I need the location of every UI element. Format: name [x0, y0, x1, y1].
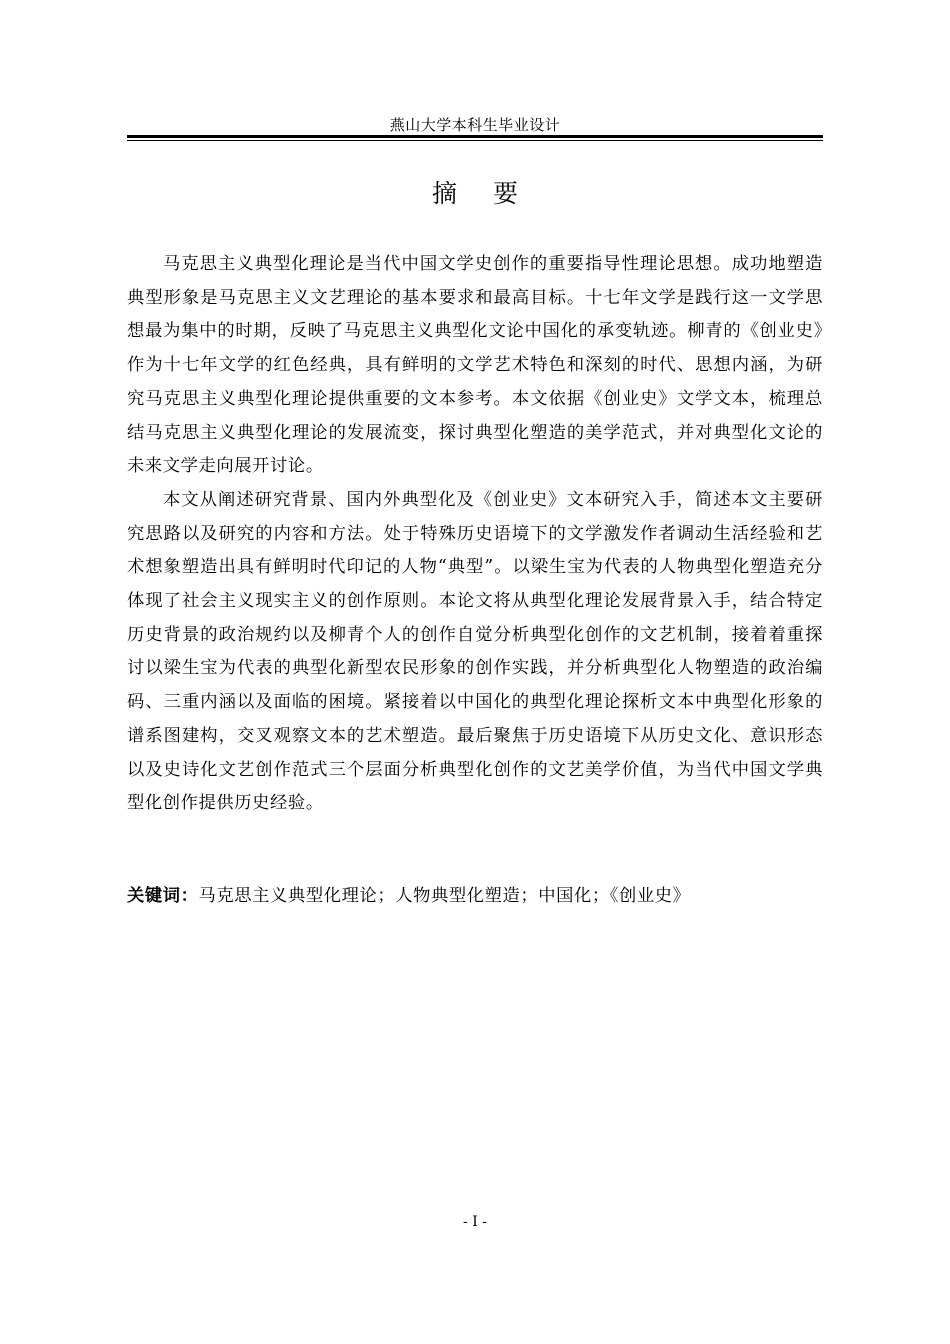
abstract-body — [127, 248, 823, 821]
keywords-value: 马克思主义典型化理论；人物典型化塑造；中国化；《创业史》 — [198, 886, 691, 906]
page-number: - I - — [463, 1214, 487, 1230]
page-header: 燕山大学本科生毕业设计 — [389, 116, 561, 134]
header-rule-thick — [127, 135, 823, 138]
header-rule-thin — [127, 140, 823, 141]
abstract-paragraph-2: 本文从阐述研究背景、国内外典型化及《创业史》文本研究入手，简述本文主要研究思路以及研究的内容和方法。处于特殊历史语境下的文学激发作者调动生活经验和艺术想象塑造出具有鲜明时代印记的人物“典型”。以梁生宝为代表的人物典型化塑造充分体现了社会主义现实主义的创作原则。本论文将从典型化理论发展背景入手，结合特定历史背景的政治规约以及柳青个人的创作自觉分析典型化创作的文艺机制，接着着重探讨以梁生宝为代表的典型化新型农民形象的创作实践，并分析典型化人物塑造的政治编码、三重内涵以及面临的困境。紧接着以中国化的典型化理论探析文本中典型化形象的谱系图建构，交叉观察文本的艺术塑造。最后聚焦于历史语境下从历史文化、意识形态以及史诗化文艺创作范式三个层面分析典型化创作的文艺美学价值，为当代中国文学典型化创作提供历史经验。 — [127, 489, 823, 814]
abstract-title: 摘 要 — [432, 179, 532, 208]
abstract-paragraph-1: 马克思主义典型化理论是当代中国文学史创作的重要指导性理论思想。成功地塑造典型形象是马克思主义文艺理论的基本要求和最高目标。十七年文学是践行这一文学思想最为集中的时期，反映了马克思主义典型化文论中国化的承变轨迹。柳青的《创业史》作为十七年文学的红色经典，具有鲜明的文学艺术特色和深刻的时代、思想内涵，为研究马克思主义典型化理论提供重要的文本参考。本文依据《创业史》文学文本，梳理总结马克思主义典型化理论的发展流变，探讨典型化塑造的美学范式，并对典型化文论的未来文学走向展开讨论。 — [127, 254, 823, 477]
keywords-line — [127, 881, 823, 911]
keywords-label: 关键词： — [127, 886, 199, 906]
